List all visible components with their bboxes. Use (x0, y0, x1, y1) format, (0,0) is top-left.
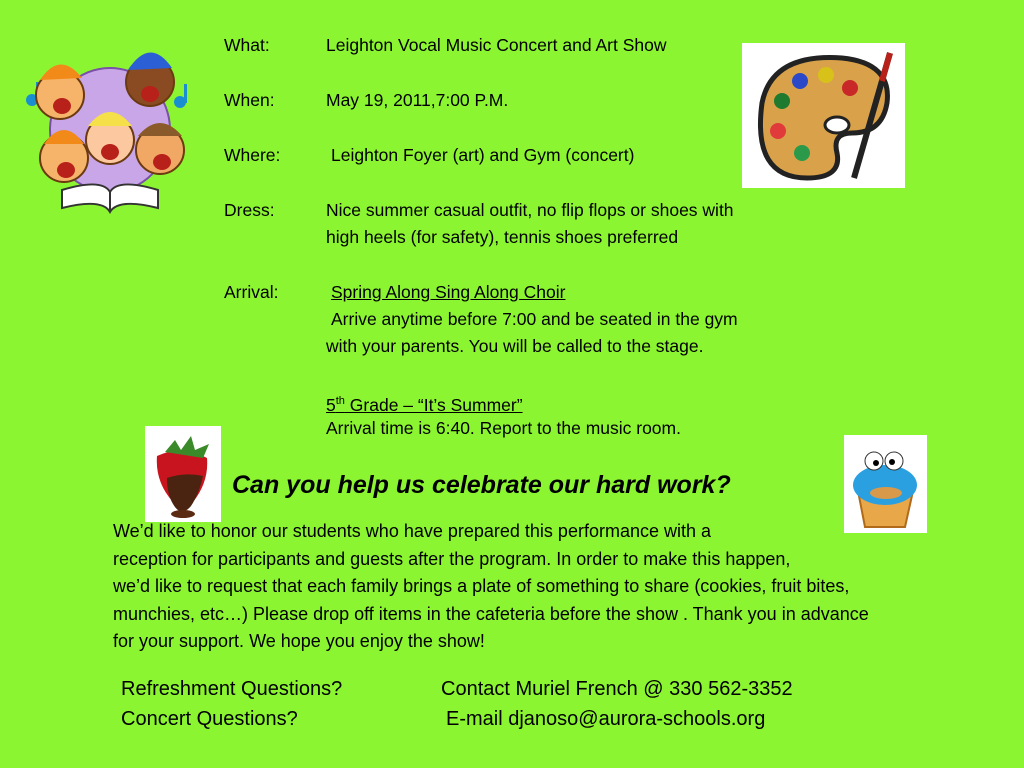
where-value: Leighton Foyer (art) and Gym (concert) (331, 145, 635, 165)
when-value: May 19, 2011,7:00 P.M. (326, 90, 509, 110)
paint-palette-image (742, 43, 905, 188)
refreshment-contact: Contact Muriel French @ 330 562-3352 (441, 678, 793, 700)
dress-label: Dress: (224, 200, 275, 220)
concert-label: Concert Questions? (121, 708, 298, 730)
chocolate-strawberry-icon (145, 426, 221, 522)
contacts (0, 674, 1024, 744)
when-label: When: (224, 90, 275, 110)
choir-line-2: with your parents. You will be called to the stage. (326, 336, 704, 356)
grade-suffix: th (335, 395, 345, 407)
arrival-label: Arrival: (224, 282, 279, 302)
grade-title-text: Grade – “It’s Summer” (344, 394, 523, 415)
choir-line-1: Arrive anytime before 7:00 and be seated in the gym (331, 309, 738, 329)
chocolate-strawberry-image (145, 426, 221, 522)
grade-number: 5 (326, 394, 336, 415)
paragraph-line: We’d like to honor our students who have prepared this performance with a (113, 521, 711, 541)
grade-line: Arrival time is 6:40. Report to the music room. (326, 418, 681, 438)
what-label: What: (224, 35, 270, 55)
celebrate-paragraph (113, 518, 1013, 656)
paragraph-line: for your support. We hope you enjoy the show! (113, 631, 485, 651)
paragraph-line: reception for participants and guests after the program. In order to make this happen, (113, 548, 791, 569)
what-value: Leighton Vocal Music Concert and Art Show (326, 35, 667, 55)
dress-line-2: high heels (for safety), tennis shoes preferred (326, 227, 679, 247)
celebrate-heading: Can you help us celebrate our hard work? (232, 471, 731, 499)
concert-email[interactable]: E-mail djanoso@aurora-schools.org (446, 708, 766, 730)
where-label: Where: (224, 145, 281, 165)
refreshment-label: Refreshment Questions? (121, 678, 343, 700)
paint-palette-icon (742, 43, 905, 188)
paragraph-line: we’d like to request that each family brings a plate of something to share (cookies, fruit bites, (113, 576, 850, 596)
dress-line-1: Nice summer casual outfit, no flip flops or shoes with (326, 200, 734, 220)
paragraph-line: munchies, etc…) Please drop off items in the cafeteria before the show . Thank you in advance (113, 603, 869, 624)
choir-title: Spring Along Sing Along Choir (331, 282, 566, 302)
